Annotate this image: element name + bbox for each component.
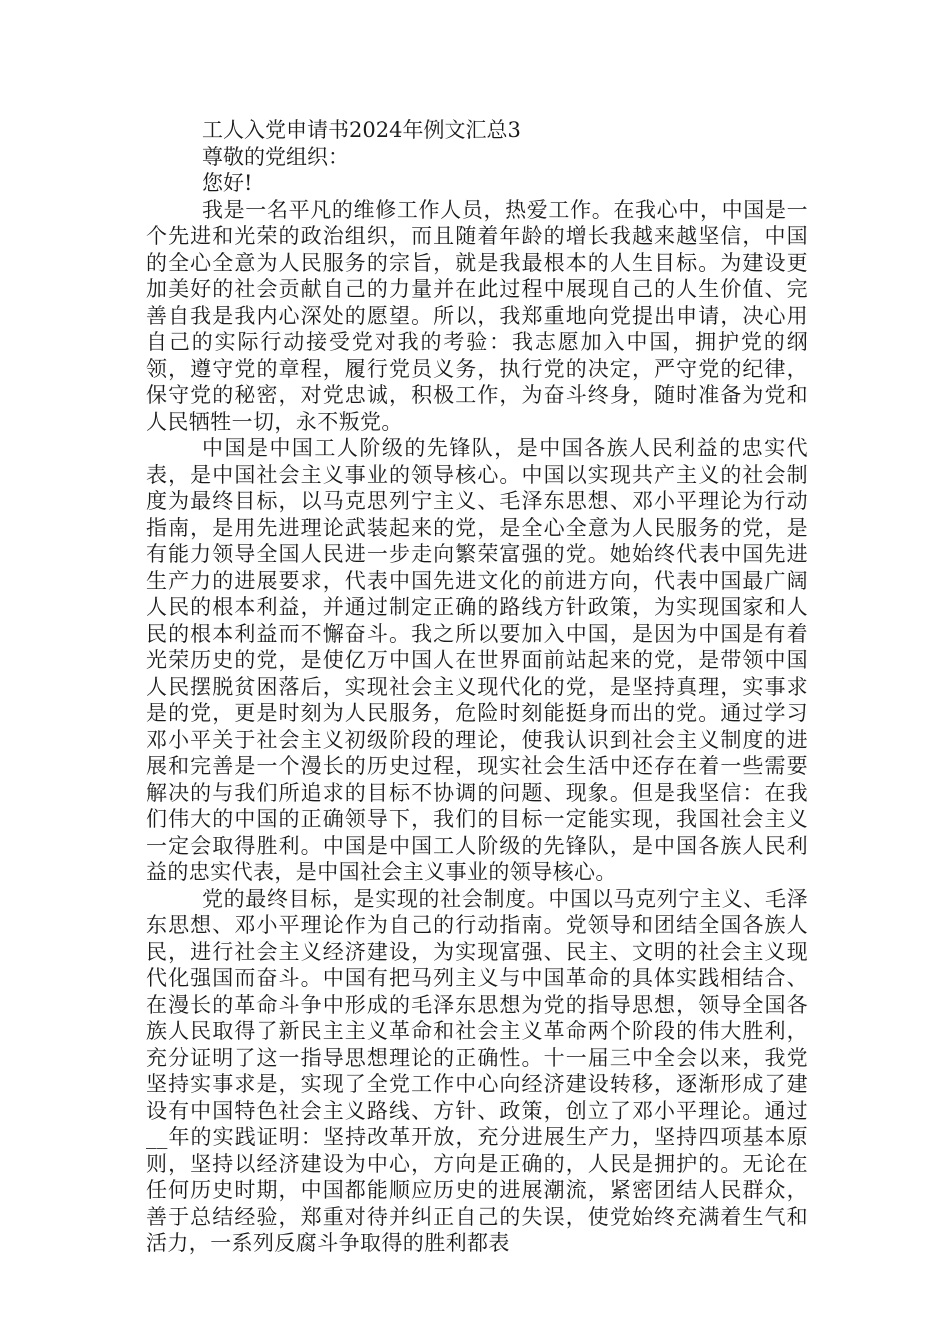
paragraph-3: 党的最终目标，是实现的社会制度。中国以马克列宁主义、毛泽东思想、邓小平理论作为自己的行动指南。党领导和团结全国各族人民，进行社会主义经济建设，为实现富强、民主、文明的社会主义现代化强国而奋斗。中国有把马列主义与中国革命的具体实践相结合、在漫长的革命斗争中形成的毛泽东思想为党的指导思想，领导全国各族人民取得了新民主主义革命和社会主义革命两个阶段的伟大胜利，充分证明了这一指导思想理论的正确性。十一届三中全会以来，我党坚持实事求是，实现了全党工作中心向经济建设转移，逐渐形成了建设有中国特色社会主义路线、方针、政策，创立了邓小平理论。通过__年的实践证明：坚持改革开放，充分进展生产力，坚持四项基本原则，坚持以经济建设为中心，方向是正确的，人民是拥护的。无论在任何历史时期，中国都能顺应历史的进展潮流，紧密团结人民群众，善于总结经验，郑重对待并纠正自己的失误，使党始终充满着生气和活力，一系列反腐斗争取得的胜利都表 <box>146 886 808 1255</box>
document-title: 工人入党申请书2024年例文汇总3 <box>202 118 521 142</box>
paragraph-1: 我是一名平凡的维修工作人员，热爱工作。在我心中，中国是一个先进和光荣的政治组织，而且随着年龄的增长我越来越坚信，中国的全心全意为人民服务的宗旨，就是我最根本的人生目标。为建设更加美好的社会贡献自己的力量并在此过程中展现自己的人生价值、完善自我是我内心深处的愿望。所以，我郑重地向党提出申请，决心用自己的实际行动接受党对我的考验：我志愿加入中国，拥护党的纲领，遵守党的章程，履行党员义务，执行党的决定，严守党的纪律，保守党的秘密，对党忠诚，积极工作，为奋斗终身，随时准备为党和人民牺牲一切，永不叛党。 <box>146 197 808 434</box>
document-body <box>146 117 808 1257</box>
paragraph-2: 中国是中国工人阶级的先锋队，是中国各族人民利益的忠实代表，是中国社会主义事业的领导核心。中国以实现共产主义的社会制度为最终目标，以马克思列宁主义、毛泽东思想、邓小平理论为行动指南，是用先进理论武装起来的党，是全心全意为人民服务的党，是有能力领导全国人民进一步走向繁荣富强的党。她始终代表中国先进生产力的进展要求，代表中国先进文化的前进方向，代表中国最广阔人民的根本利益，并通过制定正确的路线方针政策，为实现国家和人民的根本利益而不懈奋斗。我之所以要加入中国，是因为中国是有着光荣历史的党，是使亿万中国人在世界面前站起来的党，是带领中国人民摆脱贫困落后，实现社会主义现代化的党，是坚持真理，实事求是的党，更是时刻为人民服务，危险时刻能挺身而出的党。通过学习邓小平关于社会主义初级阶段的理论，使我认识到社会主义制度的进展和完善是一个漫长的历史过程，现实社会生活中还存在着一些需要解决的与我们所追求的目标不协调的问题、现象。但是我坚信：在我们伟大的中国的正确领导下，我们的目标一定能实现，我国社会主义一定会取得胜利。中国是中国工人阶级的先锋队，是中国各族人民利益的忠实代表，是中国社会主义事业的领导核心。 <box>146 436 808 884</box>
greeting: 您好! <box>202 171 253 195</box>
salutation: 尊敬的党组织： <box>202 144 349 169</box>
